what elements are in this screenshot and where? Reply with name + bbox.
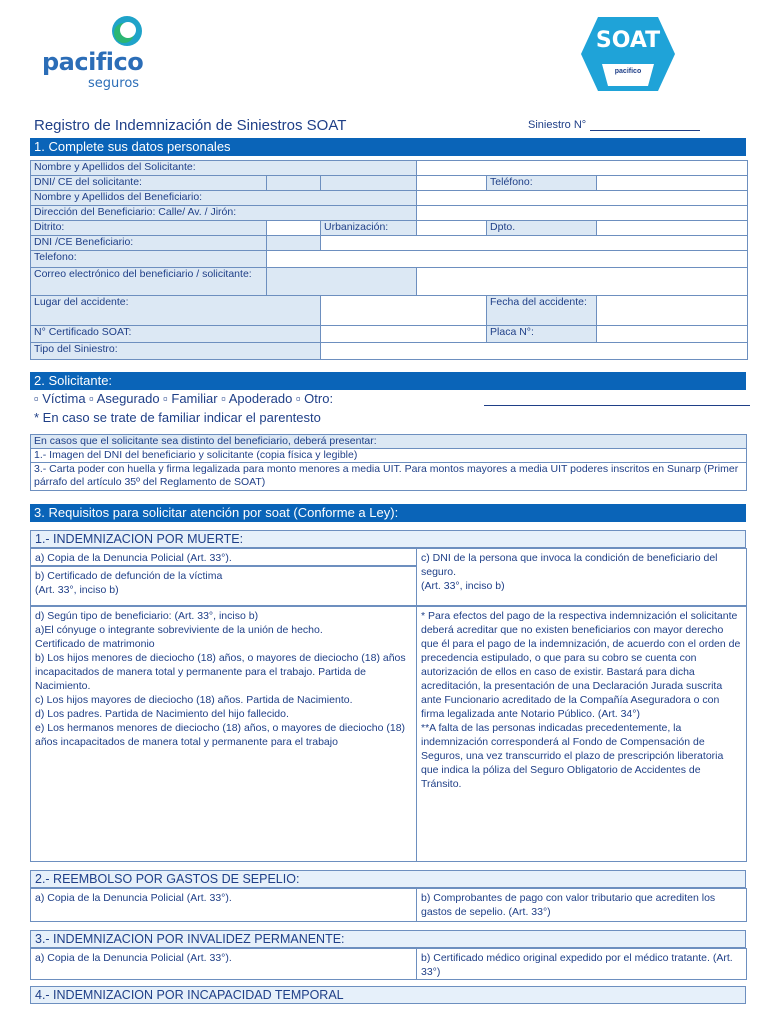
label-dpto: Dpto. — [487, 221, 597, 236]
label-urbanizacion: Urbanización: — [321, 221, 417, 236]
soat-badge-sub: pacifico — [614, 68, 642, 75]
muerte-b: b) Certificado de defunción de la víctima (Art. 33°, inciso b) — [30, 566, 417, 606]
invalidez-b: b) Certificado médico original expedido por el médico tratante. (Art. 33°) — [416, 948, 747, 980]
info-3: 3.- Carta poder con huella y firma legalizada para monto menores a media UIT. Para montos mayores a media UIT poderes inscritos en Sunarp (Primer párrafo del artículo 35º del Reglamento de SOAT) — [31, 463, 747, 491]
input-distrito[interactable] — [267, 221, 321, 236]
label-telefono1: Teléfono: — [487, 176, 597, 191]
input-dni-solicitante[interactable] — [321, 176, 417, 191]
muerte-d: d) Según tipo de beneficiario: (Art. 33°, inciso b) a)El cónyuge o integrante sobreviviente de la unión de hecho. Certificado de matrimonio b) Los hijos menores de dieciocho (18) años, o mayores de dieciocho (18) años incapacitados de manera total y permanente para el trabajo. Partida de Nacimiento. c) Los hijos mayores de dieciocho (18) años. Partida de Nacimiento. d) Los padres. Partida de Nacimiento del hijo fallecido. e) Los hermanos menores de dieciocho (18) años, o mayores de dieciocho (18) años incapacitados de manera total y permanente para el trabajo — [30, 606, 417, 862]
input-dpto[interactable] — [597, 221, 748, 236]
label-fecha: Fecha del accidente: — [487, 296, 597, 326]
input-fecha[interactable] — [597, 296, 748, 326]
input-correo-b[interactable] — [417, 268, 748, 296]
input-nombre-solicitante[interactable] — [417, 161, 748, 176]
label-dni-beneficiario: DNI /CE Beneficiario: — [31, 236, 267, 251]
muerte-c: c) DNI de la persona que invoca la condición de beneficiario del seguro. (Art. 33°, inciso b) — [416, 548, 747, 606]
input-dni-beneficiario-type[interactable] — [267, 236, 321, 251]
section3-heading: 3. Requisitos para solicitar atención por soat (Conforme a Ley): — [30, 504, 746, 522]
brand-sub: seguros — [88, 76, 140, 91]
label-placa: Placa N°: — [487, 326, 597, 343]
info-title: En casos que el solicitante sea distinto del beneficiario, deberá presentar: — [31, 435, 747, 449]
section2-heading: 2. Solicitante: — [30, 372, 746, 390]
page-title: Registro de Indemnización de Siniestros SOAT — [34, 117, 347, 134]
label-distrito: Ditrito: — [31, 221, 267, 236]
siniestro-input[interactable] — [590, 119, 700, 131]
input-telefono1[interactable] — [597, 176, 748, 191]
incapacidad-title: 4.- INDEMNIZACION POR INCAPACIDAD TEMPORAL — [30, 986, 746, 1004]
label-nombre-beneficiario: Nombre y Apellidos del Beneficiario: — [31, 191, 417, 206]
sepelio-a: a) Copia de la Denuncia Policial (Art. 33°). — [30, 888, 417, 922]
input-urbanizacion[interactable] — [417, 221, 487, 236]
label-dni-solicitante: DNI/ CE del solicitante: — [31, 176, 267, 191]
soat-badge — [578, 14, 678, 94]
otro-input[interactable] — [484, 405, 750, 406]
muerte-title: 1.- INDEMNIZACION POR MUERTE: — [30, 530, 746, 548]
sepelio-b: b) Comprobantes de pago con valor tributario que acrediten los gastos de sepelio. (Art. 33°) — [416, 888, 747, 922]
sepelio-title: 2.- REEMBOLSO POR GASTOS DE SEPELIO: — [30, 870, 746, 888]
label-telefono2: Telefono: — [31, 251, 267, 268]
input-lugar[interactable] — [321, 296, 487, 326]
label-lugar: Lugar del accidente: — [31, 296, 321, 326]
soat-badge-text: SOAT — [595, 28, 661, 53]
input-telefono2[interactable] — [267, 251, 748, 268]
label-tipo: Tipo del Siniestro: — [31, 343, 321, 360]
input-dni-extra[interactable] — [417, 176, 487, 191]
invalidez-a: a) Copia de la Denuncia Policial (Art. 33°). — [30, 948, 417, 980]
label-correo: Correo electrónico del beneficiario / solicitante: — [31, 268, 267, 296]
input-direccion[interactable] — [417, 206, 748, 221]
label-certificado: N° Certificado SOAT: — [31, 326, 321, 343]
input-certificado[interactable] — [321, 326, 487, 343]
muerte-a: a) Copia de la Denuncia Policial (Art. 33°). — [30, 548, 417, 566]
input-tipo[interactable] — [321, 343, 748, 360]
input-correo-a[interactable] — [267, 268, 417, 296]
label-nombre-solicitante: Nombre y Apellidos del Solicitante: — [31, 161, 417, 176]
invalidez-title: 3.- INDEMNIZACION POR INVALIDEZ PERMANENTE: — [30, 930, 746, 948]
muerte-note: * Para efectos del pago de la respectiva indemnización el solicitante deberá acreditar que no existen beneficiarios con mayor derecho que él para el pago de la indemnización, de acuerdo con el orden de precedencia estipulado, o que para su cobro se cuenta con autorización de ellos en caso de existir. Bastará para dicha acreditación, la presentación de una Declaración Jurada suscrita ante Funcionario acreditado de la Compañía Aseguradora o con firma legalizada ante Notario Público. (Art. 34°) **A falta de las personas indicadas precedentemente, la indemnización corresponderá al Fondo de Compensación de Seguros, una vez transcurrido el plazo de prescripción liberatoria que indica la póliza del Seguro Obligatorio de Accidentes de Tránsito. — [416, 606, 747, 862]
solicitante-info-table — [30, 434, 747, 491]
input-dni-beneficiario[interactable] — [321, 236, 748, 251]
brand-name: pacifico — [42, 48, 144, 76]
pacifico-swirl-icon — [110, 14, 144, 48]
info-1: 1.- Imagen del DNI del beneficiario y solicitante (copia física y legible) — [31, 449, 747, 463]
input-placa[interactable] — [597, 326, 748, 343]
pacifico-logo — [40, 14, 150, 94]
familiar-note: * En caso se trate de familiar indicar el parentesto — [34, 410, 321, 425]
input-dni-type[interactable] — [267, 176, 321, 191]
input-nombre-beneficiario[interactable] — [417, 191, 748, 206]
solicitante-options[interactable]: ▫ Víctima ▫ Asegurado ▫ Familiar ▫ Apoderado ▫ Otro: — [34, 391, 334, 406]
personal-data-table — [30, 160, 748, 360]
section1-heading: 1. Complete sus datos personales — [30, 138, 746, 156]
soat-badge-shape-icon — [578, 14, 678, 94]
siniestro-number — [528, 119, 700, 131]
label-direccion: Dirección del Beneficiario: Calle/ Av. / Jirón: — [31, 206, 417, 221]
siniestro-label: Siniestro N° — [528, 119, 587, 131]
